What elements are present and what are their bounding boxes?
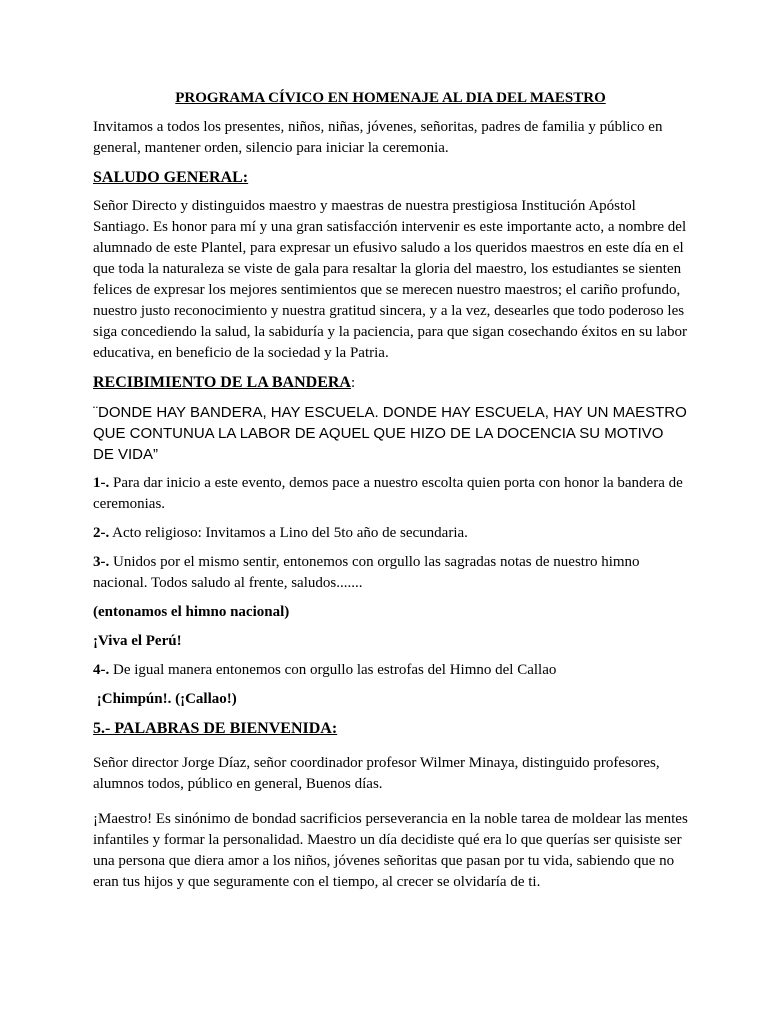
program-item-3: [93, 552, 688, 594]
saludo-paragraph: Señor Directo y distinguidos maestro y maestras de nuestra prestigiosa Institución Apóstol Santiago. Es honor para mí y una gran satisfacción intervenir es este importante acto, a nombre del alumnado de este Plantel, para expresar un efusivo saludo a los queridos maestros en este día en el que toda la naturaleza se viste de gala para resaltar la gloria del maestro, los estudiantes se sienten felices de expresar los mejores sentimientos que se merecen nuestro maestros; el cariño profundo, nuestro justo reconocimiento y nuestra gratitud sincera, y a la vez, desearles que todo poderoso les siga concediendo la salud, la sabiduría y la paciencia, para que sigan cosechando éxitos en su labor educativa, en beneficio de la sociedad y la Patria.: [93, 198, 687, 361]
intro-paragraph: Invitamos a todos los presentes, niños, niñas, jóvenes, señoritas, padres de familia y público en general, mantener orden, silencio para iniciar la ceremonia.: [93, 119, 663, 156]
document-page: [93, 88, 688, 901]
document-title: PROGRAMA CÍVICO EN HOMENAJE AL DIA DEL MAESTRO: [175, 90, 606, 106]
bienvenida-heading: 5.- PALABRAS DE BIENVENIDA:: [93, 720, 338, 737]
program-item-4: [93, 660, 688, 681]
program-item-text: Unidos por el mismo sentir, entonemos con orgullo las sagradas notas de nuestro himno nacional. Todos saludo al frente, saludos.......: [93, 554, 640, 591]
program-item-text: Acto religioso: Invitamos a Lino del 5to año de secundaria.: [109, 525, 468, 541]
bienvenida-paragraph: ¡Maestro! Es sinónimo de bondad sacrificios perseverancia en la noble tarea de moldear las mentes infantiles y formar la personalidad. Maestro un día decidiste qué era lo que querías ser quisiste ser una persona que diera amor a los niños, jóvenes señoritas que pasan por tu vida, sabiendo que no eran tus hijos y que seguramente con el tiempo, al crecer se olvidaría de ti.: [93, 811, 688, 890]
bandera-quote: ¨DONDE HAY BANDERA, HAY ESCUELA. DONDE HAY ESCUELA, HAY UN MAESTRO QUE CONTUNUA LA LABOR DE AQUEL QUE HIZO DE LA DOCENCIA SU MOTIVO DE VIDA”: [93, 404, 687, 463]
himno-note: (entonamos el himno nacional): [93, 604, 290, 620]
program-item-text: De igual manera entonemos con orgullo las estrofas del Himno del Callao: [109, 662, 557, 678]
program-item-number: 2-.: [93, 525, 110, 541]
chimpun-line: ¡Chimpún!. (¡Callao!): [93, 691, 237, 707]
bandera-heading: RECIBIMIENTO DE LA BANDERA: [93, 374, 351, 391]
saludo-heading: SALUDO GENERAL:: [93, 169, 249, 186]
bienvenida-greeting: Señor director Jorge Díaz, señor coordinador profesor Wilmer Minaya, distinguido profesores, alumnos todos, público en general, Buenos días.: [93, 755, 660, 792]
program-item-number: 1-.: [93, 475, 110, 491]
viva-peru: ¡Viva el Perú!: [93, 633, 182, 649]
bandera-heading-colon: :: [350, 375, 356, 391]
program-item-text: Para dar inicio a este evento, demos pace a nuestro escolta quien porta con honor la bandera de ceremonias.: [93, 475, 683, 512]
program-item-number: 4-.: [93, 662, 110, 678]
bandera-heading-line: [93, 372, 688, 394]
program-item-1: [93, 473, 688, 515]
program-item-number: 3-.: [93, 554, 110, 570]
program-item-2: [93, 523, 688, 544]
